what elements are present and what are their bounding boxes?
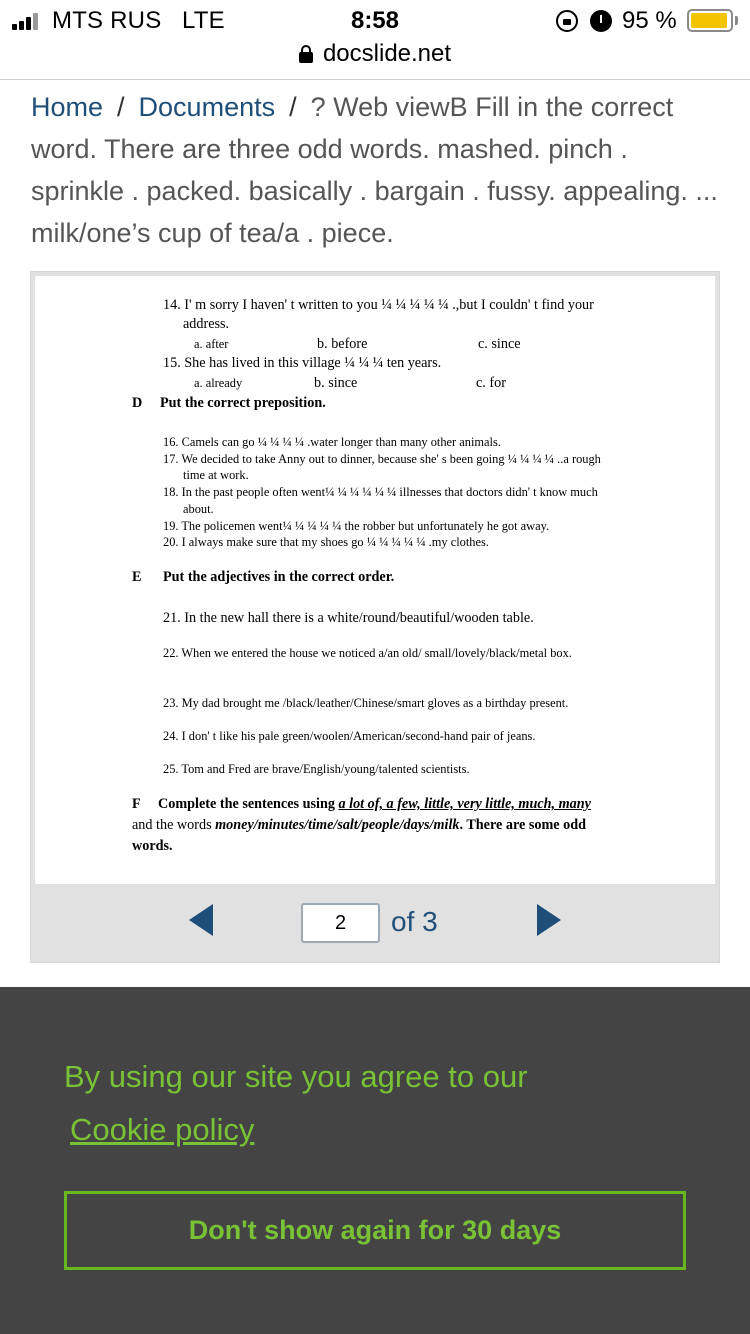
rotation-lock-icon: [556, 10, 578, 32]
clock: 8:58: [350, 7, 400, 34]
toolbar-divider: [0, 79, 750, 80]
previous-page-arrow-icon[interactable]: [189, 904, 213, 936]
section-f-title: Complete the sentences using a lot of, a few, little, very little, much, many: [158, 796, 591, 812]
question-19: 19. The policemen went¼ ¼ ¼ ¼ ¼ the robber but unfortunately he got away.: [163, 519, 550, 533]
cookie-policy-link[interactable]: Cookie policy: [70, 1112, 255, 1147]
question-24: 24. I don' t like his pale green/woolen/American/second-hand pair of jeans.: [163, 729, 536, 743]
section-e-letter: E: [132, 569, 142, 585]
cookie-banner: [0, 987, 750, 1334]
section-d-letter: D: [132, 395, 143, 411]
url-text: docslide.net: [322, 40, 452, 67]
option-b: b. before: [317, 336, 368, 352]
page-navigator: [31, 884, 719, 962]
question-25: 25. Tom and Fred are brave/English/young/talented scientists.: [163, 762, 470, 776]
question-21: 21. In the new hall there is a white/round/beautiful/wooden table.: [163, 610, 534, 626]
question-18-continued: about.: [183, 502, 214, 516]
dont-show-again-button[interactable]: Don't show again for 30 days: [64, 1191, 686, 1270]
question-18: 18. In the past people often went¼ ¼ ¼ ¼ ¼ ¼ illnesses that doctors didn' t know much: [163, 485, 598, 499]
question-20: 20. I always make sure that my shoes go ¼ ¼ ¼ ¼ ¼ .my clothes.: [163, 535, 489, 549]
option-a: a. already: [194, 376, 243, 390]
section-d-title: Put the correct preposition.: [160, 395, 326, 411]
lock-icon: [299, 45, 313, 63]
breadcrumb-current-title: ? Web viewB Fill in the correct word. There are three odd words. mashed. pinch . sprinkle . packed. basically . bargain . fussy. appealing. ... milk/one’s cup of tea/a . piece.: [31, 92, 718, 248]
page-count-label: of 3: [391, 906, 438, 937]
breadcrumb-documents-link[interactable]: Documents: [138, 92, 276, 122]
battery-percent: 95 %: [622, 7, 677, 34]
breadcrumb-home-link[interactable]: Home: [31, 92, 104, 122]
question-14: 14. I' m sorry I haven' t written to you ¼ ¼ ¼ ¼ ¼ .,but I couldn' t find your: [163, 297, 594, 313]
option-c: c. since: [478, 336, 521, 352]
breadcrumb-separator: /: [117, 92, 125, 122]
section-f-letter: F: [132, 796, 141, 812]
battery-tip: [735, 16, 738, 25]
question-14-continued: address.: [183, 316, 230, 332]
battery-level: [691, 13, 727, 28]
battery-icon: [687, 9, 733, 32]
breadcrumb: [31, 86, 721, 254]
document-viewer: [30, 271, 720, 963]
question-22: 22. When we entered the house we noticed a/an old/ small/lovely/black/metal box.: [163, 646, 572, 660]
alarm-icon: [590, 10, 612, 32]
option-c: c. for: [476, 375, 506, 391]
page-number-input[interactable]: [301, 903, 380, 943]
question-17-continued: time at work.: [183, 468, 249, 482]
breadcrumb-separator: /: [289, 92, 297, 122]
status-bar: [0, 0, 750, 40]
question-23: 23. My dad brought me /black/leather/Chinese/smart gloves as a birthday present.: [163, 696, 569, 710]
question-15: 15. She has lived in this village ¼ ¼ ¼ ten years.: [163, 355, 442, 371]
section-e-title: Put the adjectives in the correct order.: [163, 569, 395, 585]
next-page-arrow-icon[interactable]: [537, 904, 561, 936]
cookie-message: By using our site you agree to our: [64, 1059, 528, 1094]
section-f-line-3: words.: [132, 838, 173, 854]
document-page: [35, 276, 715, 884]
option-b: b. since: [314, 375, 358, 391]
option-a: a. after: [194, 337, 229, 351]
question-17: 17. We decided to take Anny out to dinner, because she' s been going ¼ ¼ ¼ ¼ ..a rough: [163, 452, 601, 466]
carrier-label: MTS RUS LTE: [52, 7, 225, 34]
section-f-line-2: and the words money/minutes/time/salt/people/days/milk. There are some odd: [132, 817, 586, 833]
address-bar[interactable]: [0, 40, 750, 80]
network-type: LTE: [182, 7, 225, 34]
question-16: 16. Camels can go ¼ ¼ ¼ ¼ .water longer than many other animals.: [163, 435, 501, 449]
section-f-word-list: a lot of, a few, little, very little, much, many: [338, 796, 591, 812]
